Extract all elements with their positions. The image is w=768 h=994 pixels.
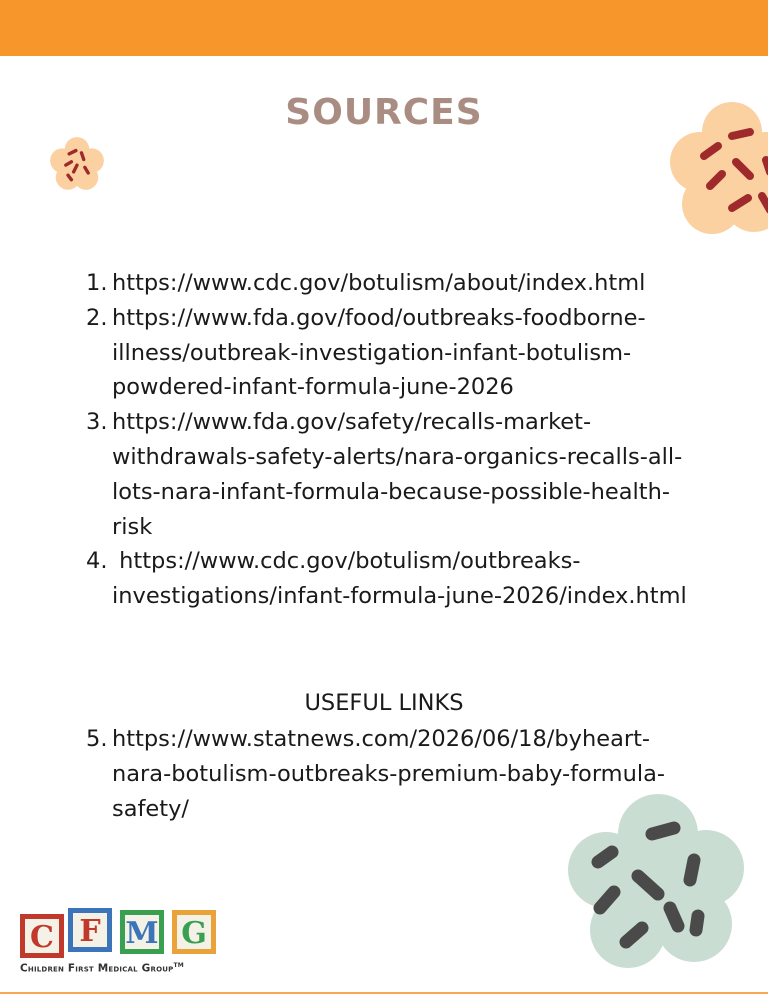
logo-letter-g: G [181, 916, 207, 951]
green-bacteria-flower-icon [566, 790, 746, 970]
logo-caption: Children First Medical Group™ [20, 962, 184, 975]
source-link[interactable]: https://www.cdc.gov/botulism/about/index.html [112, 270, 646, 296]
list-item: 2. https://www.fda.gov/food/outbreaks-foodborne-illness/outbreak-investigation-infant-botulism-powdered-infant-formula-june-2026 [86, 304, 646, 401]
source-link[interactable]: https://www.fda.gov/safety/recalls-market-withdrawals-safety-alerts/nara-organics-recalls-all-lots-nara-infant-formula-because-possible-health-risk [112, 409, 683, 540]
header-bar [0, 0, 768, 56]
list-item: 5. https://www.statnews.com/2026/06/18/byheart-nara-botulism-outbreaks-premium-baby-formula-safety/ [86, 726, 666, 822]
sources-list [86, 266, 696, 614]
logo-letter-c: C [30, 920, 54, 955]
list-item: 3. https://www.fda.gov/safety/recalls-market-withdrawals-safety-alerts/nara-organics-recalls-all-lots-nara-infant-formula-because-possible-health-risk [86, 409, 683, 540]
large-bacteria-flower-icon [670, 100, 768, 235]
list-item: 4. https://www.cdc.gov/botulism/outbreaks-investigations/infant-formula-june-2026/index.html [86, 548, 687, 610]
useful-link[interactable]: https://www.statnews.com/2026/06/18/byheart-nara-botulism-outbreaks-premium-baby-formula-safety/ [112, 726, 666, 822]
logo-letter-m: M [125, 916, 159, 951]
useful-links-heading: USEFUL LINKS [304, 690, 464, 716]
list-item: 1. https://www.cdc.gov/botulism/about/index.html [86, 270, 646, 296]
source-link[interactable]: https://www.cdc.gov/botulism/outbreaks-investigations/infant-formula-june-2026/index.html [112, 548, 687, 610]
page-title: SOURCES [285, 92, 483, 133]
logo-letter-f: F [79, 914, 101, 949]
source-link[interactable]: https://www.fda.gov/food/outbreaks-foodborne-illness/outbreak-investigation-infant-botulism-powdered-infant-formula-june-2026 [112, 304, 646, 401]
small-bacteria-flower-icon [48, 136, 106, 192]
